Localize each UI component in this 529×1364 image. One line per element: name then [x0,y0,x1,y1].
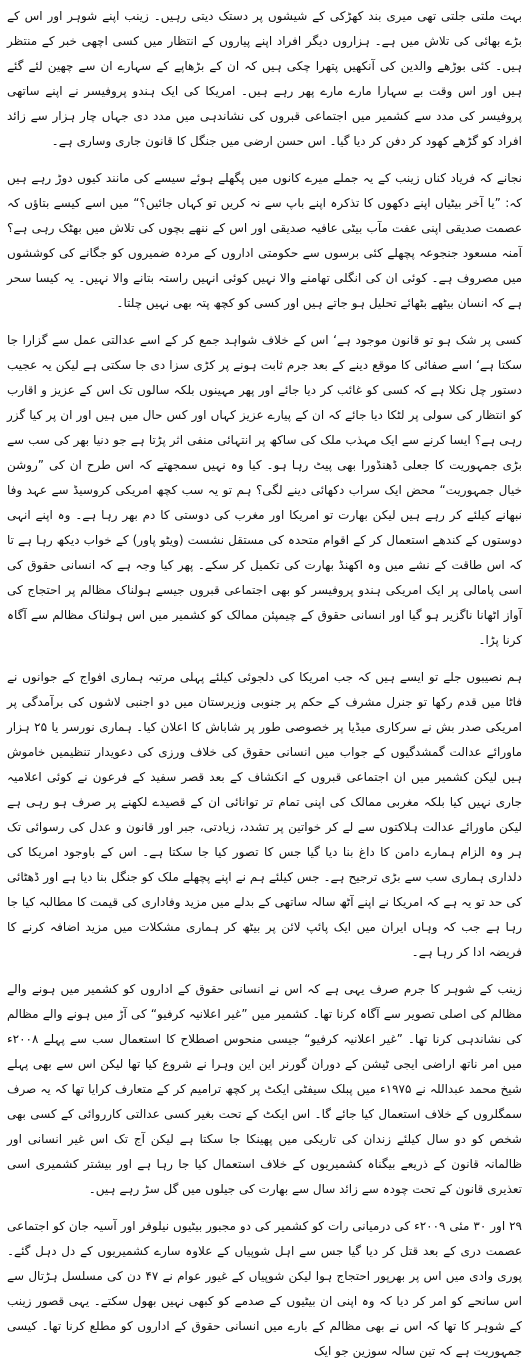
paragraph-5: زینب کے شوہر کا جرم صرف یہی ہے کہ اس نے انسانی حقوق کے اداروں کو کشمیر میں ہونے والے مظالم کی اصلی تصویر سے آگاہ کرنا تھا۔ کشمیر میں ”غیر اعلانیہ کرفیو“ کی آڑ میں ہونے والے مظالم کی نشاندہی کرنا تھا۔ ”غیر اعلانیہ کرفیو“ جیسی منحوس اصطلاح کا استعمال سب سے پہلے ۲۰۰۸ء میں امر ناتھ اراضی ایجی ٹیشن کے دوران گورنر این این وہرا نے شروع کیا تھا لیکن اس سے بھی پہلے شیخ محمد عبداللہ نے ۱۹۷۵ء میں پبلک سیفٹی ایکٹ پر کچھ ترامیم کر کے متعارف کرایا تھا کہ یہ صرف سمگلروں کے خلاف استعمال کیا جائے گا۔ اس ایکٹ کے تحت بغیر کسی عدالتی کارروائی کے کسی بھی شخص کو دو سال کیلئے زندان کی تاریکی میں پھینکا جا سکتا ہے لیکن آج تک اس غیر انسانی اور ظالمانہ قانون کے ذریعے بیگناہ کشمیریوں کے خلاف استعمال کیا جا رہا ہے اور بیشتر کشمیری اسی تعذیری قانون کے تحت چودہ سے زائد سال سے بھارت کی جیلوں میں گل سڑ رہے ہیں۔ [7,982,522,1196]
paragraph-6: ۲۹ اور ۳۰ مئی ۲۰۰۹ء کی درمیانی رات کو کشمیر کی دو مجبور بیٹیوں نیلوفر اور آسیہ جان کو اجتماعی عصمت دری کے بعد قتل کر دیا گیا جس سے اہل شوپیاں کے علاوہ سارے کشمیریوں کے دل دہل گئے۔ پوری وادی میں اس پر بھرپور احتجاج ہوا لیکن شوپیاں کے غیور عوام نے ۴۷ دن کی مسلسل ہڑتال سے اس سانحے کو امر کر دیا کہ وہ اپنی ان بیٹیوں کے صدمے کو کبھی نہیں بھول سکتے۔ یہی قصور زینب کے شوہر کا تھا کہ اس نے بھی مظالم کے بارے میں انسانی حقوق کے اداروں کو مطلع کرنا تھا۔ کیسی جمہوریت ہے کہ تین سالہ سوزین جو ایک [7,1219,523,1358]
paragraph-4: ہم نصیبوں جلے تو ایسے ہیں کہ جب امریکا کی دلجوئی کیلئے پہلی مرتبہ ہماری افواج کے جوانوں نے فاٹا میں قدم رکھا تو جنرل مشرف کے حکم پر جنوبی وزیرستان میں دو اجنبی لاشوں کی برآمدگی پر امریکی صدر بش نے سرکاری میڈیا پر خصوصی طور پر شاباش کا اعلان کیا۔ ہماری نورسر یا ۲۵ ہزار ماورائے عدالت گمشدگیوں کے جواب میں انسانی حقوق کی خلاف ورزی کی دعویدار تنظیمیں خاموش ہیں لیکن کشمیر میں ان اجتماعی قبروں کے انکشاف کے بعد قصر سفید کے فرعون نے کوئی اعلامیہ جاری نہیں کیا بلکہ مغربی ممالک کی اپنی تمام تر توانائی ان کے قصیدے لکھنے پر صرف ہو رہی ہے لیکن ماورائے عدالت ہلاکتوں سے لے کر خواتین پر تشدد، زیادتی، جبر اور قانون و عدل کی رسوائی تک ہر وہ الزام ہمارے دامن کا داغ بنا دیا گیا جس کا تصور کیا جا سکتا ہے۔ اس کے باوجود امریکا کی دلداری ہماری سب سے بڑی ترجیح ہے۔ جس کیلئے ہم نے اپنے پچھلے ملک کو جنگل بنا دیا ہے اور ڈھٹائی کی حد تو یہ ہے کہ امریکا نے اپنے آٹھ سالہ ساتھی کے بدلے میں مزید وفاداری کی قیمت کا مطالبہ کیا جا رہا ہے جب کہ وہاں ایران میں ایک پائپ لائن پر بیٹھ کر ہماری مشکلات میں مزید اضافہ کرنے کا فریضہ ادا کر رہا ہے۔ [7,670,522,959]
paragraph-3: کسی پر شک ہو تو قانون موجود ہے‘ اس کے خلاف شواہد جمع کر کے اسے عدالتی عمل سے گزارا جا سکتا ہے‘ اسے صفائی کا موقع دینے کے بعد جرم ثابت ہونے پر کڑی سزا دی جا سکتی ہے لیکن یہ عجیب دستور چل نکلا ہے کہ کسی کو غائب کر دیا جائے اور پھر مہینوں بلکہ سالوں تک اس کے عزیز و اقارب کو انتظار کی سولی پر لٹکا دیا جائے کہ ان کے پیارے عزیز کہاں اور کس حال میں ہیں اور ان پر کیا گزر رہی ہے؟ ایسا کرنے سے ایک مہذب ملک کی ساکھ پر انتہائی منفی اثر پڑتا ہے جو دنیا بھر کی سب سے بڑی جمہوریت کا جعلی ڈھنڈورا بھی پیٹ رہا ہو۔ کیا وہ نہیں سمجھتے کہ اس طرح ان کی ”روشن خیال جمہوریت“ محض ایک سراب دکھائی دینے لگی؟ ہم تو یہ سب کچھ امریکی کروسیڈ سے عہد وفا نبھانے کیلئے کر رہے ہیں لیکن بھارت تو امریکا اور مغرب کی دوستی کا دم بھر رہا ہے۔ وہ اپنے انہی دوستوں کے کندھے استعمال کر کے اقوام متحدہ کی مستقل نشست (ویٹو پاور) کے خواب دیکھ رہا ہے تا کہ اس طاقت کے نشے میں وہ اکھنڈ بھارت کی تکمیل کر سکے۔ پھر کیا وجہ ہے کہ انسانی حقوق کی اسی پامالی پر ایک امریکی ہندو پروفیسر کو بھی اجتماعی قبروں جیسے ہولناک مظالم پر احتجاج کی آواز اٹھانا ناگزیر ہو گیا اور انسانی حقوق کے چیمپئن ممالک کو کشمیر میں اس ہولناک مظالم سے آگاہ کرنا پڑا۔ [7,333,522,647]
paragraph-2: نجانے کہ فریاد کناں زینب کے یہ جملے میرے کانوں میں پگھلے ہوئے سیسے کی مانند کیوں دوڑ رہے ہیں کہ: ”یا آخر بیٹیاں اپنے دکھوں کا تذکرہ اپنے باپ سے نہ کریں تو کہاں جائیں؟“ میں اسے کیسے بتاؤں کہ عصمت صدیقی اپنی عفت مآب بیٹی عافیہ صدیقی اور اس کے ننھے بچوں کی تلاش میں بھٹک رہی ہے؟ آمنہ مسعود جنجوعہ پچھلے کئی برسوں سے حکومتی اداروں کے مردہ ضمیروں کو جگانے کی کوششوں میں مصروف ہے۔ کوئی ان کی انگلی تھامنے والا نہیں کوئی انہیں راستہ بتانے والا نہیں۔ یہ کیسا سحر ہے کہ انسان بیٹھے بٹھائے تحلیل ہو جاتے ہیں اور کسی کو کچھ پتہ بھی نہیں چلتا۔ [7,171,522,310]
paragraph-1: بہت ملتی جلتی تھی میری بند کھڑکی کے شیشوں پر دستک دیتی رہیں۔ زینب اپنے شوہر اور اس کے بڑے بھائی کی تلاش میں ہے۔ ہزاروں دیگر افراد اپنے پیاروں کے انتظار میں کسی اچھی خبر کے منتظر ہیں۔ کئی بوڑھے والدین کی آنکھیں پتھرا چکی ہیں کہ ان کے بڑھاپے کے سہارے ان سے چھین لئے گئے ہیں اور اس وقت بے سہارا مارے مارے پھر رہے ہیں۔ امریکا کی ایک ہندو پروفیسر نے اپنے ساتھی پروفیسر کی مدد سے کشمیر میں اجتماعی قبروں کی نشاندہی میں مدد دی جہاں چار ہزار سے زائد افراد کو گڑھے کھود کر دفن کر دیا گیا۔ اس حسن ارضی میں جنگل کا قانون جاری وساری ہے۔ [7,9,522,148]
